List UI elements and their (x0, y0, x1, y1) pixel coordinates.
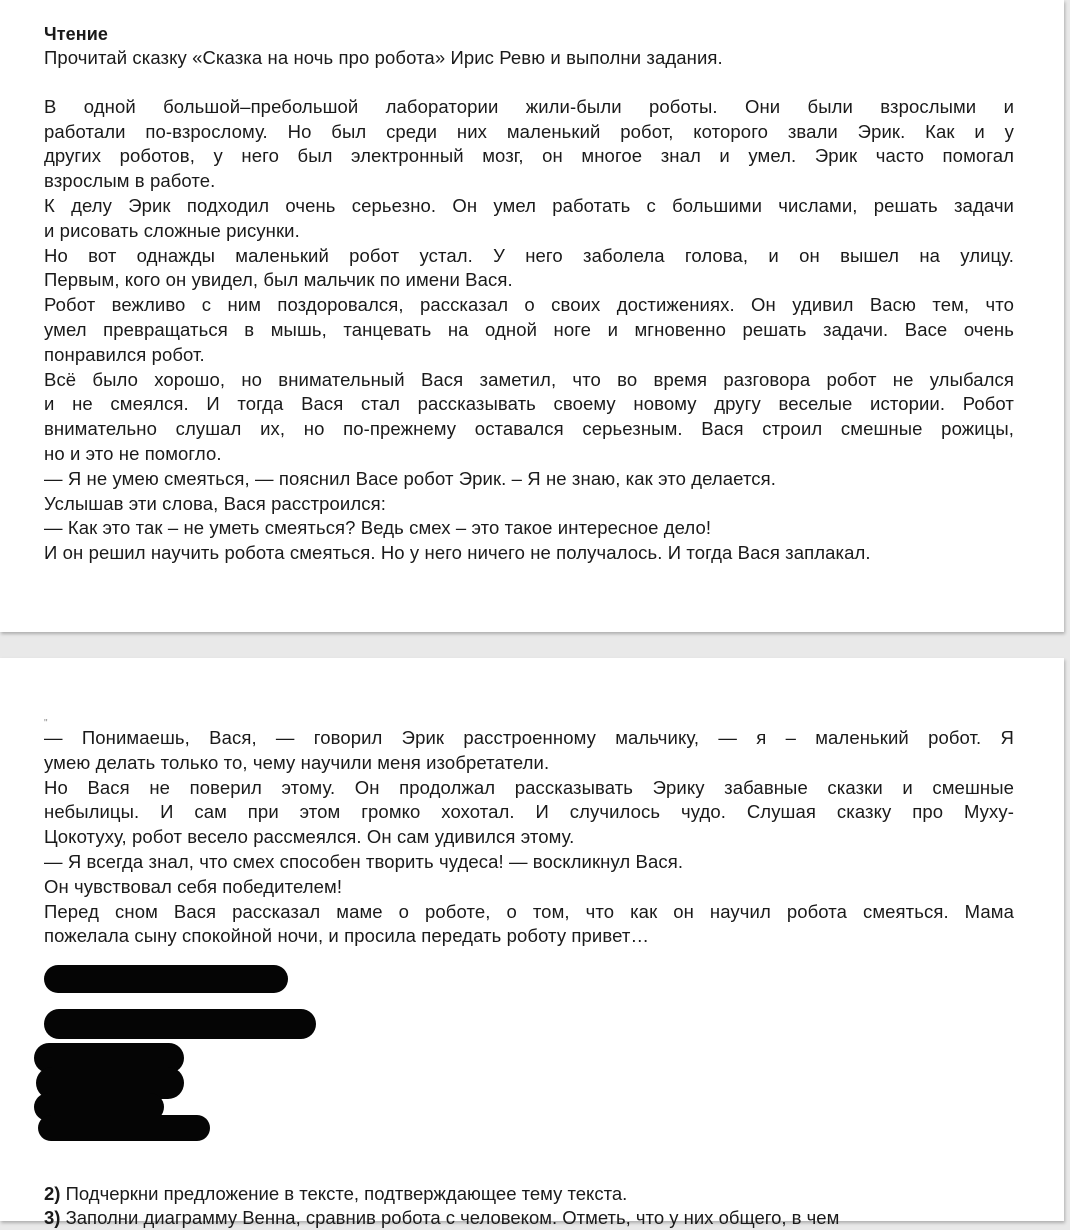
text-line: К делу Эрик подходил очень серьезно. Он умел работать с большими числами, решать задачи (44, 194, 1014, 216)
task-2-number: 2) (44, 1183, 61, 1204)
text-line: Услышав эти слова, Вася расстроился: (44, 492, 386, 514)
text-line: умел превращаться в мышь, танцевать на одной ноге и мгновенно решать задачи. Васе очень (44, 318, 1014, 340)
text-line: Перед сном Вася рассказал маме о роботе, о том, что как он научил робота смеяться. Мама (44, 900, 1014, 922)
text-line: И он решил научить робота смеяться. Но у него ничего не получалось. И тогда Вася заплакал. (44, 542, 871, 564)
text-line: внимательно слушал их, но по-прежнему оставался серьезным. Вася строил смешные рожицы, (44, 418, 1014, 440)
text-line: Робот вежливо с ним поздоровался, рассказал о своих достижениях. Он удивил Васю тем, что (44, 294, 1014, 316)
document-page-2 (0, 658, 1064, 1228)
text-line: пожелала сыну спокойной ночи, и просила передать роботу привет… (44, 925, 650, 947)
stray-mark: " (44, 718, 48, 729)
text-line: Но вот однажды маленький робот устал. У него заболела голова, и он вышел на улицу. (44, 244, 1014, 266)
text-line: Цокотуху, робот весело рассмеялся. Он сам удивился этому. (44, 826, 575, 848)
text-line: работали по-взрослому. Но был среди них маленький робот, которого звали Эрик. Как и у (44, 120, 1014, 142)
text-line: умею делать только то, чему научили меня изобретатели. (44, 751, 550, 773)
text-line: Но Вася не поверил этому. Он продолжал рассказывать Эрику забавные сказки и смешные (44, 776, 1014, 798)
redaction-mark (44, 1009, 316, 1039)
text-line: понравился робот. (44, 343, 205, 365)
text-line: — Как это так – не уметь смеяться? Ведь смех – это такое интересное дело! (44, 517, 712, 539)
section-heading: Чтение (44, 24, 109, 44)
text-line: и рисовать сложные рисунки. (44, 219, 300, 241)
story-text-part-2 (44, 726, 1014, 949)
story-text-part-1 (44, 95, 1014, 566)
text-line: Всё было хорошо, но внимательный Вася заметил, что во время разговора робот не улыбался (44, 368, 1014, 390)
text-line: небылицы. И сам при этом громко хохотал. И случилось чудо. Слушая сказку про Муху- (44, 801, 1014, 823)
redaction-mark (38, 1115, 210, 1141)
paragraph-gap (44, 71, 1014, 95)
task-3-number: 3) (44, 1207, 61, 1228)
text-line: но и это не помогло. (44, 442, 222, 464)
text-line: и не смеялся. И тогда Вася стал рассказывать своему новому другу веселые истории. Робот (44, 393, 1014, 415)
text-line: взрослым в работе. (44, 170, 216, 192)
text-line: — Я всегда знал, что смех способен творить чудеса! — воскликнул Вася. (44, 850, 684, 872)
text-line: Первым, кого он увидел, был мальчик по имени Вася. (44, 269, 513, 291)
text-line: — Я не умею смеяться, — пояснил Васе робот Эрик. – Я не знаю, как это делается. (44, 467, 777, 489)
text-line: Он чувствовал себя победителем! (44, 875, 343, 897)
redaction-mark (44, 965, 288, 993)
task-2 (44, 1182, 627, 1206)
instruction-line: Прочитай сказку «Сказка на ночь про робота» Ирис Ревю и выполни задания. (44, 47, 723, 68)
task-2-text: Подчеркни предложение в тексте, подтверждающее тему текста. (60, 1183, 628, 1204)
text-line: В одной большой–пребольшой лаборатории жили-были роботы. Они были взрослыми и (44, 95, 1014, 117)
text-line: других роботов, у него был электронный мозг, он многое знал и умел. Эрик часто помогал (44, 145, 1014, 167)
task-3-text: Заполни диаграмму Венна, сравнив робота с человеком. Отметь, что у них общего, в чем (60, 1207, 840, 1228)
redacted-area (44, 957, 1014, 1143)
task-3 (44, 1206, 839, 1230)
text-line: — Понимаешь, Вася, — говорил Эрик расстроенному мальчику, — я – маленький робот. Я (44, 727, 1014, 748)
